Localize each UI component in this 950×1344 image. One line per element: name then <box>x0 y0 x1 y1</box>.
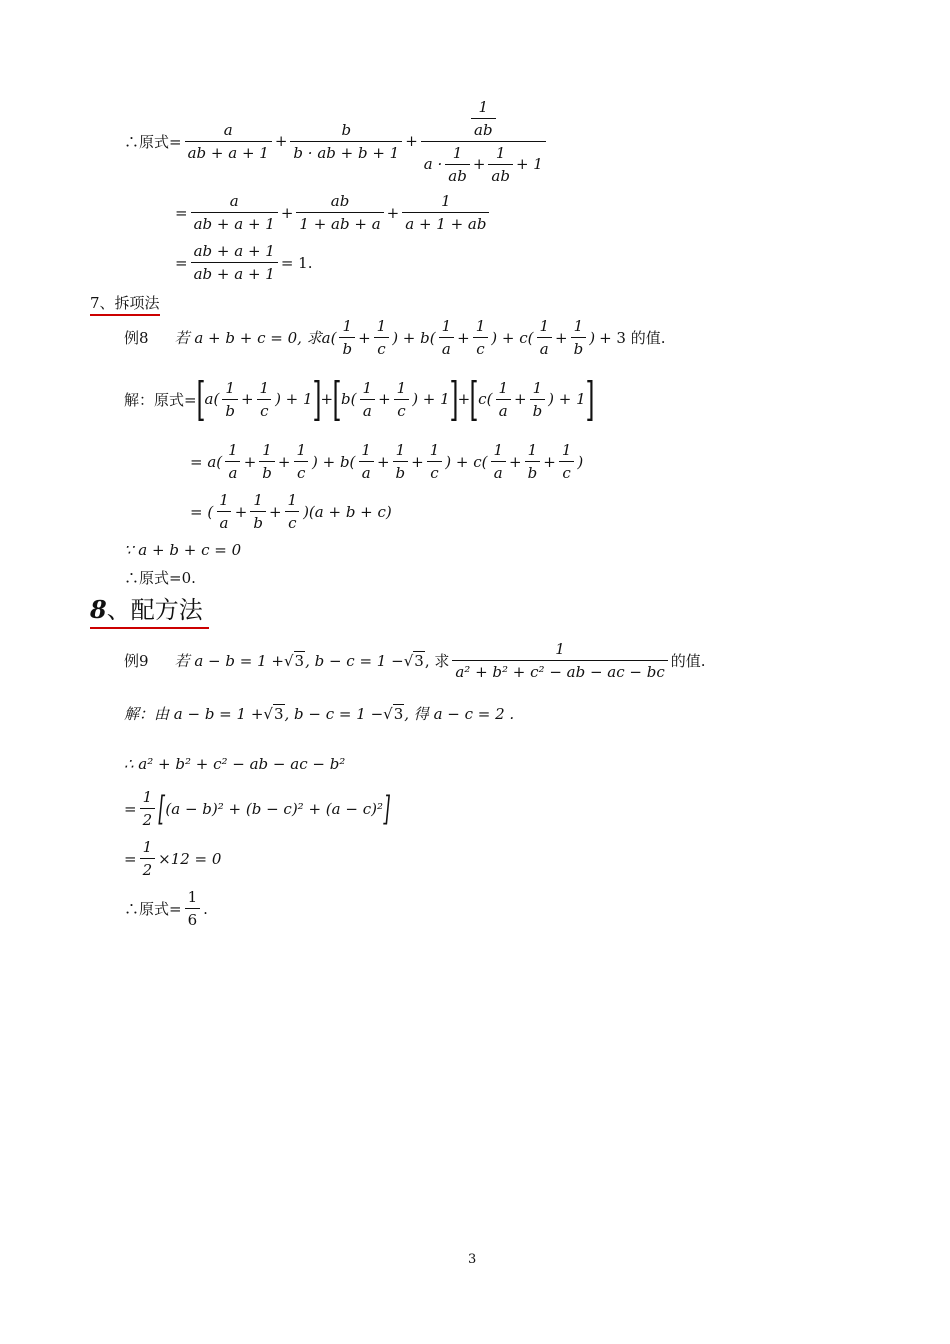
solution-9-line-4: = $\frac{1}{2}$ ×12 = 0 <box>124 838 222 879</box>
fraction-l2-3: $\frac{1}{a + 1 + ab}$ <box>402 192 489 233</box>
formula-line-3: = $\frac{ab + a + 1}{ab + a + 1}$ = 1. <box>175 242 313 283</box>
solution-9-line-3: = $\frac{1}{2}$ [ (a − b)² + (b − c)² + (a − c)² ] <box>124 788 390 829</box>
fraction-2: $\frac{b}{b \cdot ab + b + 1}$ <box>290 121 402 162</box>
solution-9-line-1: 解：由 a − b = 1 + √ 3 , b − c = 1 − √ 3 , 得 a − c = 2 . <box>124 704 515 723</box>
example-8: 例8 若 a + b + c = 0, 求 a( 1 b + 1 c ) + b( 1 a + 1 c ) + c( 1 a + 1 b ) + 3 的值. <box>124 317 666 358</box>
page-number: 3 <box>468 1252 477 1267</box>
therefore-original: ∴原式= <box>124 132 182 151</box>
solution-9-line-2: ∴ a² + b² + c² − ab − ac − b² <box>124 755 346 773</box>
fraction-1: $\frac{a}{ab + a + 1}$ <box>185 121 272 162</box>
section-8-title: 8、配方法 <box>90 590 209 629</box>
fraction-3: $\frac{1}{ab}$ a · 1 ab + $\frac{1}{ab}$ + 1 <box>421 98 546 185</box>
formula-line-1: ∴原式= $\frac{a}{ab + a + 1}$ + $\frac{b}{b \cdot ab + b + 1}$ + $\frac{1}{ab}$ a · 1 ab + $\frac{1}{ab}$ + 1 <box>124 95 549 187</box>
because-sum-zero: ∵ a + b + c = 0 <box>124 541 242 559</box>
fraction-l3: $\frac{ab + a + 1}{ab + a + 1}$ <box>191 242 278 283</box>
fraction-l2-2: $\frac{ab}{1 + ab + a}$ <box>296 192 383 233</box>
solution-8-line-1: 解：原式= [ a( 1 b + 1 c ) + 1 ] + [ b( 1 a + 1 c ) + 1 ] + [ c( 1 a + 1 b ) + 1 ] <box>124 372 595 426</box>
formula-line-2: = $\frac{a}{ab + a + 1}$ + $\frac{ab}{1 + ab + a}$ + $\frac{1}{a + 1 + ab}$ <box>175 192 492 233</box>
section-7-title: 7、拆项法 <box>90 292 160 316</box>
fraction-l2-1: $\frac{a}{ab + a + 1}$ <box>191 192 278 233</box>
fraction-ex9: 1 a² + b² + c² − ab − ac − bc <box>452 640 667 681</box>
result-8: ∴原式=0. <box>124 569 196 587</box>
solution-8-line-2: = a( 1 a + 1 b + 1 c ) + b( 1 a + 1 b + 1 c ) + c( 1 a + 1 b + 1 c ) <box>190 441 584 482</box>
solution-8-line-3: = ( 1 a + 1 b + 1 c )(a + b + c) <box>190 491 392 532</box>
example-9: 例9 若 a − b = 1 + √ 3 , b − c = 1 − √ 3 , 求 1 a² + b² + c² − ab − ac − bc 的值. <box>124 640 706 681</box>
result-9: ∴原式= $\frac{1}{6}$ . <box>124 888 208 929</box>
